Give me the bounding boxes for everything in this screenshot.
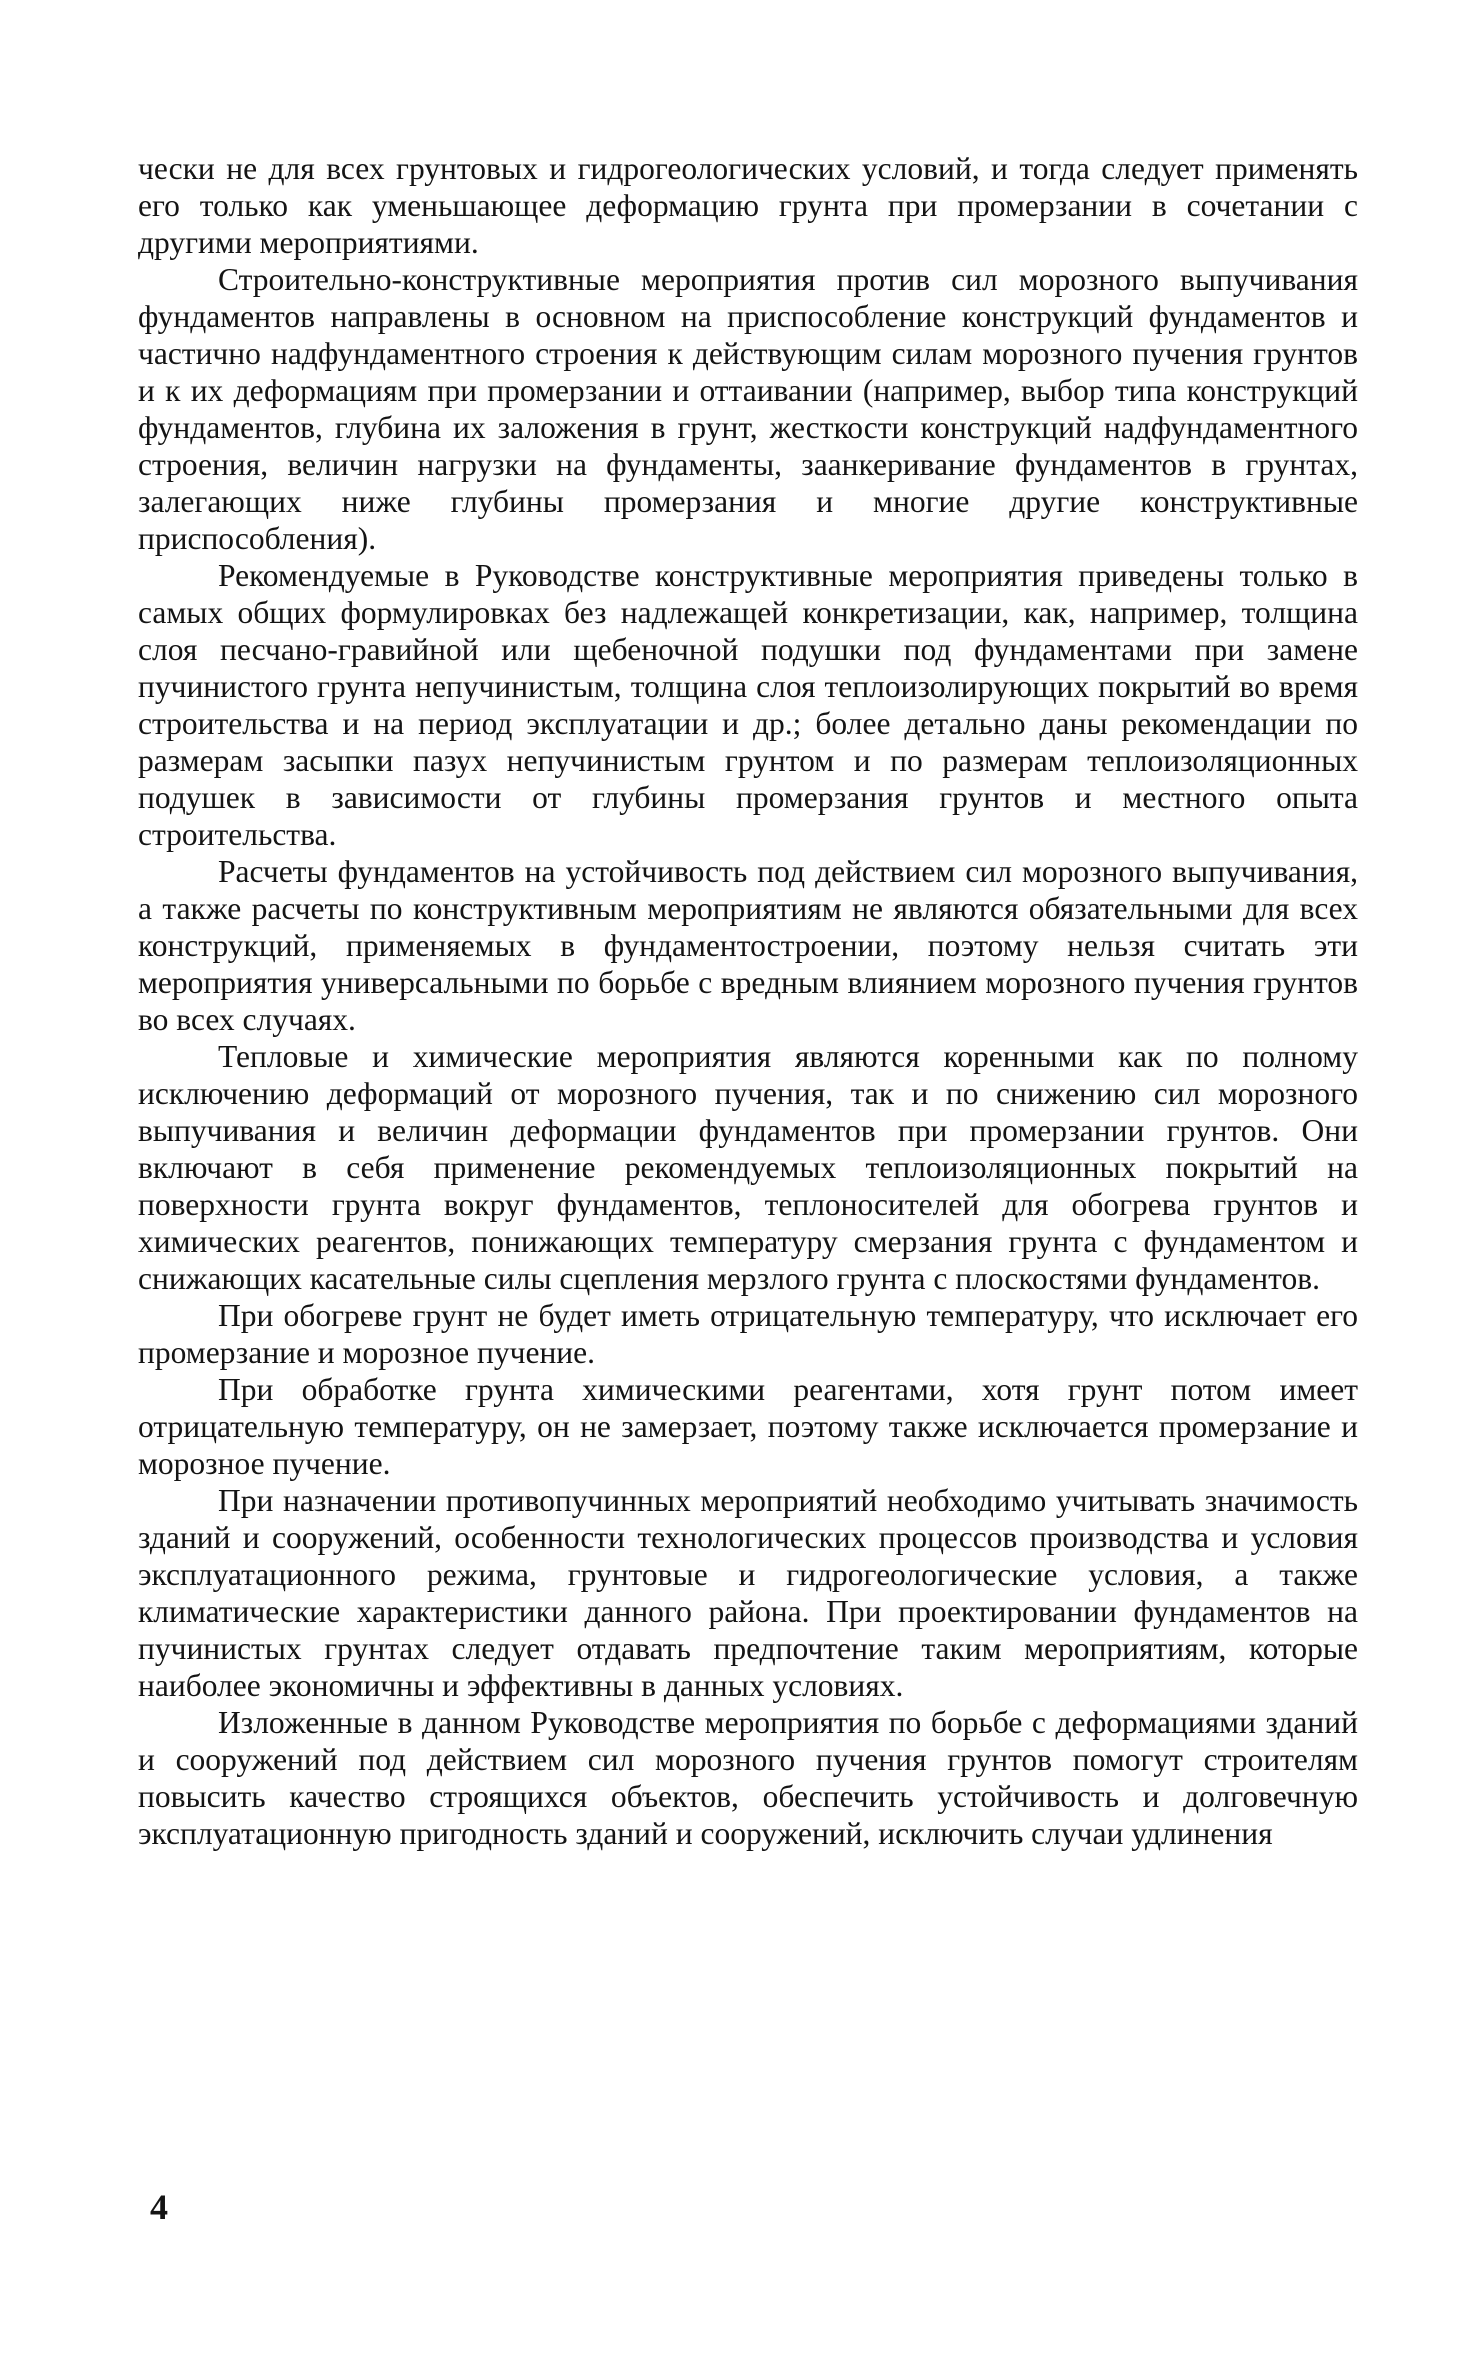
page-body (138, 150, 1358, 1852)
paragraph-conclusion: Изложенные в данном Руководстве мероприятия по борьбе с деформациями зданий и сооружений под действием сил морозного пучения грунтов помогут строителям повысить качество строящихся объектов, обеспечить устойчивость и долговечную эксплуатационную пригодность зданий и сооружений, исключить случаи удлинения (138, 1705, 1358, 1851)
paragraph-construction-measures: Строительно-конструктивные мероприятия против сил морозного выпучивания фундаментов направлены в основном на приспособление конструкций фундаментов и частично надфундаментного строения к действующим силам морозного пучения грунтов и к их деформациям при промерзании и оттаивании (например, выбор типа конструкций фундаментов, глубина их заложения в грунт, жесткости конструкций надфундаментного строения, величин нагрузки на фундаменты, заанкеривание фундаментов в грунтах, залегающих ниже глубины промерзания и многие другие конструктивные приспособления). (138, 262, 1358, 556)
paragraph-continuation: чески не для всех грунтовых и гидрогеологических условий, и тогда следует применять его только как уменьшающее деформацию грунта при промерзании в сочетании с другими мероприятиями. (138, 151, 1358, 260)
paragraph-stability-calculations: Расчеты фундаментов на устойчивость под действием сил морозного выпучивания, а также расчеты по конструктивным мероприятиям не являются обязательными для всех конструкций, применяемых в фундаментостроении, поэтому нельзя считать эти мероприятия универсальными по борьбе с вредным влиянием морозного пучения грунтов во всех случаях. (138, 854, 1358, 1037)
page-number: 4 (150, 2187, 168, 2227)
paragraph-chemical-treatment: При обработке грунта химическими реагентами, хотя грунт потом имеет отрицательную температуру, он не замерзает, поэтому также исключается промерзание и морозное пучение. (138, 1372, 1358, 1481)
paragraph-recommended-measures: Рекомендуемые в Руководстве конструктивные мероприятия приведены только в самых общих формулировках без надлежащей конкретизации, как, например, толщина слоя песчано-гравийной или щебеночной подушки под фундаментами при замене пучинистого грунта непучинистым, толщина слоя теплоизолирующих покрытий во время строительства и на период эксплуатации и др.; более детально даны рекомендации по размерам засыпки пазух непучинистым грунтом и по размерам теплоизоляционных подушек в зависимости от глубины промерзания грунтов и местного опыта строительства. (138, 558, 1358, 852)
paragraph-heating: При обогреве грунт не будет иметь отрицательную температуру, что исключает его промерзание и морозное пучение. (138, 1298, 1358, 1370)
paragraph-design-considerations: При назначении противопучинных мероприятий необходимо учитывать значимость зданий и сооружений, особенности технологических процессов производства и условия эксплуатационного режима, грунтовые и гидрогеологические условия, а также климатические характеристики данного района. При проектировании фундаментов на пучинистых грунтах следует отдавать предпочтение таким мероприятиям, которые наиболее экономичны и эффективны в данных условиях. (138, 1483, 1358, 1703)
paragraph-thermal-chemical: Тепловые и химические мероприятия являются коренными как по полному исключению деформаций от морозного пучения, так и по снижению сил морозного выпучивания и величин деформации фундаментов при промерзании грунтов. Они включают в себя применение рекомендуемых теплоизоляционных покрытий на поверхности грунта вокруг фундаментов, теплоносителей для обогрева грунтов и химических реагентов, понижающих температуру смерзания грунта с фундаментом и снижающих касательные силы сцепления мерзлого грунта с плоскостями фундаментов. (138, 1039, 1358, 1296)
